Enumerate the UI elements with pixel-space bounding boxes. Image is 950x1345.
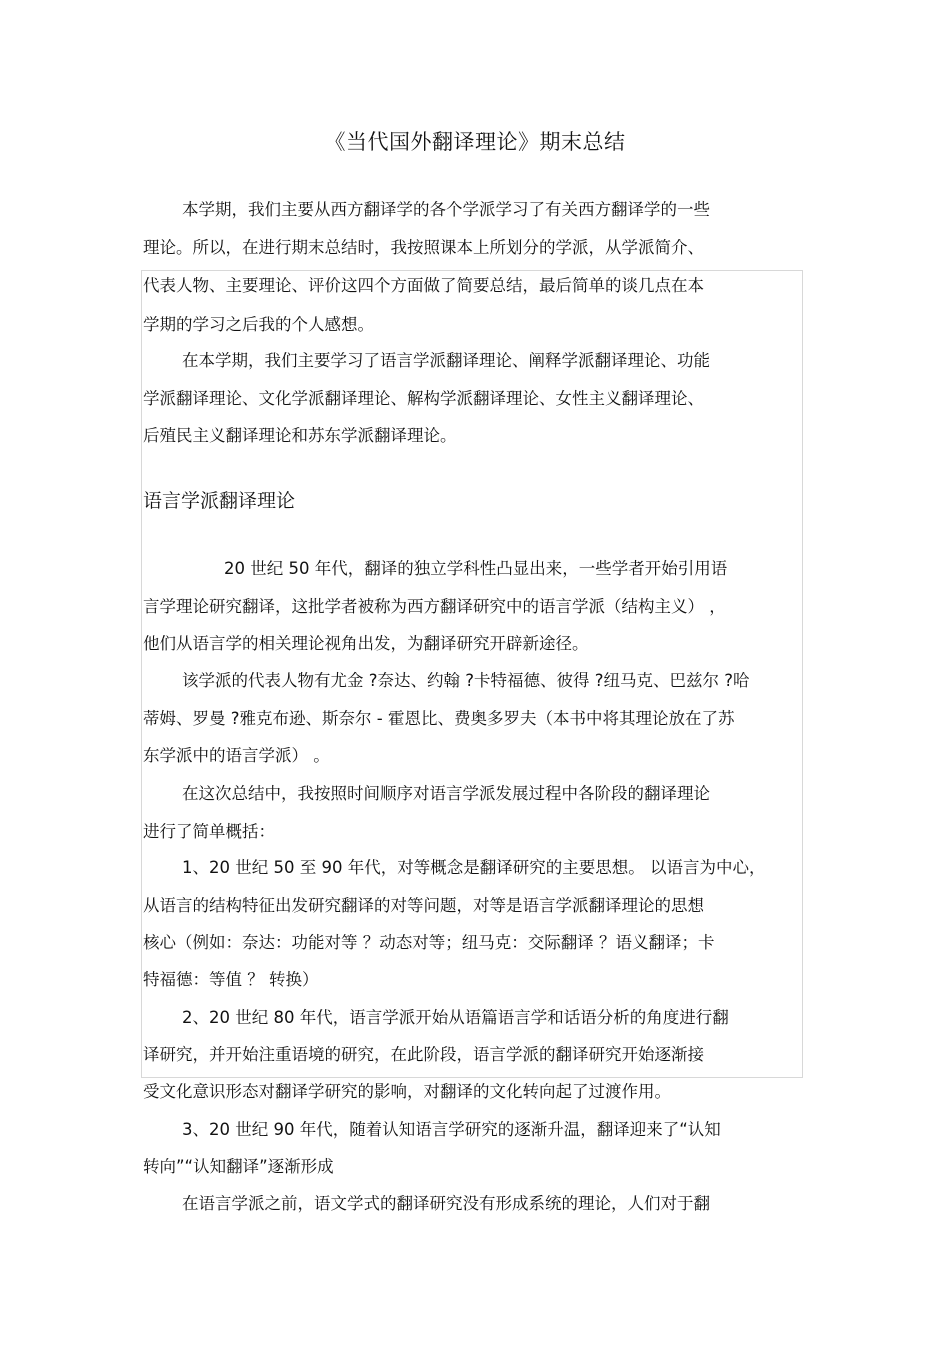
paragraph-line: 在本学期，我们主要学习了语言学派翻译理论、阐释学派翻译理论、功能 [182,351,710,370]
paragraph-line: 后殖民主义翻译理论和苏东学派翻译理论。 [143,426,457,445]
section-heading: 语言学派翻译理论 [143,490,296,512]
paragraph-line: 特福德：等值 ？ 转换） [143,970,319,989]
paragraph-line: 该学派的代表人物有尤金 ?奈达、约翰 ?卡特福德、彼得 ?纽马克、巴兹尔 ?哈 [182,671,750,690]
paragraph-line: 转向”“认知翻译”逐渐形成 [143,1157,334,1176]
paragraph-line: 从语言的结构特征出发研究翻译的对等问题，对等是语言学派翻译理论的思想 [143,896,704,915]
document-title: 《当代国外翻译理论》期末总结 [324,130,626,154]
paragraph-line: 核心（例如：奈达：功能对等 ？动态对等；纽马克：交际翻译 ？语义翻译；卡 [143,933,715,952]
paragraph-line: 蒂姆、罗曼 ?雅克布逊、斯奈尔 - 霍恩比、费奥多罗夫（本书中将其理论放在了苏 [143,709,735,728]
paragraph-line: 东学派中的语言学派） 。 [143,746,330,765]
paragraph-line: 学期的学习之后我的个人感想。 [143,315,374,334]
paragraph-line: 20 世纪 50 年代，翻译的独立学科性凸显出来，一些学者开始引用语 [224,559,728,578]
paragraph-line: 在语言学派之前，语文学式的翻译研究没有形成系统的理论，人们对于翻 [182,1194,710,1213]
paragraph-line: 1、20 世纪 50 至 90 年代，对等概念是翻译研究的主要思想。 以语言为中心， [182,858,766,877]
paragraph-line: 学派翻译理论、文化学派翻译理论、解构学派翻译理论、女性主义翻译理论、 [143,389,704,408]
paragraph-line: 代表人物、主要理论、评价这四个方面做了简要总结，最后简单的谈几点在本 [143,276,704,295]
paragraph-line: 在这次总结中，我按照时间顺序对语言学派发展过程中各阶段的翻译理论 [182,784,710,803]
paragraph-line: 3、20 世纪 90 年代，随着认知语言学研究的逐渐升温，翻译迎来了“认知 [182,1120,721,1139]
paragraph-line: 言学理论研究翻译，这批学者被称为西方翻译研究中的语言学派（结构主义） ， [143,597,726,616]
paragraph-line: 受文化意识形态对翻译学研究的影响，对翻译的文化转向起了过渡作用。 [143,1082,671,1101]
paragraph-line: 进行了简单概括： [143,822,275,841]
paragraph-line: 2、20 世纪 80 年代，语言学派开始从语篇语言学和话语分析的角度进行翻 [182,1008,729,1027]
paragraph-line: 理论。所以，在进行期末总结时，我按照课本上所划分的学派，从学派简介、 [143,238,704,257]
paragraph-line: 他们从语言学的相关理论视角出发，为翻译研究开辟新途径。 [143,634,589,653]
paragraph-line: 本学期，我们主要从西方翻译学的各个学派学习了有关西方翻译学的一些 [182,200,710,219]
paragraph-line: 译研究，并开始注重语境的研究，在此阶段，语言学派的翻译研究开始逐渐接 [143,1045,704,1064]
